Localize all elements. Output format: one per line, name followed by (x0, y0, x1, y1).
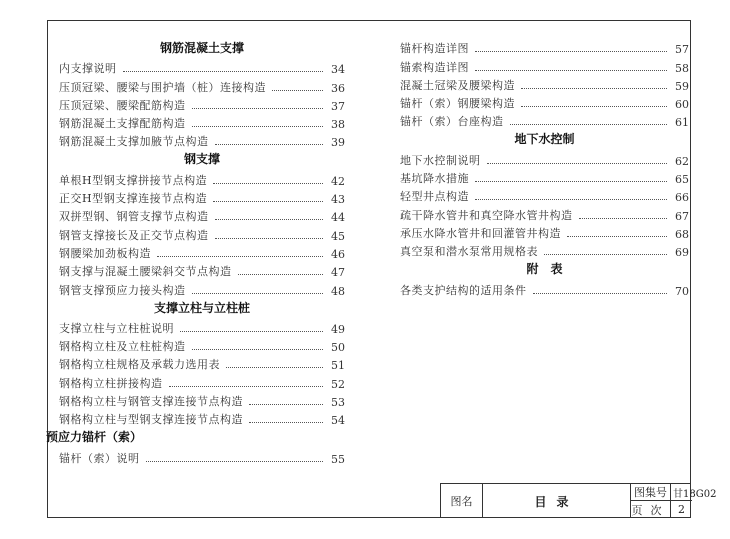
toc-entry-title: 钢格构立柱与型钢支撑连接节点构造 (59, 413, 243, 427)
dot-leader (192, 108, 324, 109)
dot-leader (475, 51, 667, 52)
toc-entry (59, 354, 345, 372)
toc-entry-title: 内支撑说明 (59, 62, 117, 76)
toc-entry-title: 锚杆（索）说明 (59, 451, 140, 465)
dot-leader (521, 106, 667, 107)
toc-entry-page: 52 (331, 377, 345, 391)
dot-leader (213, 183, 323, 184)
toc-entry (400, 111, 689, 129)
toc-entry-page: 61 (675, 116, 689, 130)
toc-entry (59, 206, 345, 224)
toc-entry-title: 轻型井点构造 (400, 190, 469, 204)
toc-entry-title: 真空泵和潜水泵常用规格表 (400, 245, 538, 259)
section-heading: 钢支撑 (183, 152, 220, 167)
toc-entry-title: 钢格构立柱规格及承载力选用表 (59, 358, 220, 372)
toc-entry-page: 44 (331, 211, 345, 225)
section-heading: 支撑立柱与立柱桩 (153, 300, 250, 315)
toc-entry-page: 38 (331, 118, 345, 132)
dot-leader (475, 181, 667, 182)
dot-leader (123, 71, 324, 72)
toc-entry (59, 76, 345, 94)
toc-entry-title: 钢筋混凝土支撑加腋节点构造 (59, 135, 209, 149)
toc-entry-title: 锚索构造详图 (400, 60, 469, 74)
toc-entry-page: 53 (331, 396, 345, 410)
drawing-title: 目录 (483, 484, 631, 518)
toc-entry-page: 55 (331, 452, 345, 466)
dot-leader (215, 219, 324, 220)
toc-entry (400, 56, 689, 74)
toc-entry-title: 基坑降水措施 (400, 172, 469, 186)
toc-entry-page: 50 (331, 341, 345, 355)
toc-entry (400, 223, 689, 241)
toc-entry-page: 57 (675, 43, 689, 57)
toc-entry-title: 锚杆（索）钢腰梁构造 (400, 97, 515, 111)
toc-entry-title: 锚杆构造详图 (400, 42, 469, 56)
dot-leader (521, 88, 667, 89)
section-heading: 预应力锚杆（索） (46, 430, 143, 445)
toc-entry (59, 318, 345, 336)
dot-leader (157, 256, 323, 257)
toc-entry (59, 95, 345, 113)
section-heading: 附 表 (526, 262, 563, 277)
toc-entry-title: 压顶冠梁、腰梁配筋构造 (59, 98, 186, 112)
toc-entry-page: 39 (331, 136, 345, 150)
toc-entry (59, 131, 345, 149)
toc-entry-title: 钢格构立柱与钢管支撑连接节点构造 (59, 395, 243, 409)
toc-right-column (400, 38, 689, 298)
toc-entry-title: 疏干降水管井和真空降水管井构造 (400, 208, 573, 222)
dot-leader (249, 404, 323, 405)
toc-entry-title: 钢腰梁加劲板构造 (59, 246, 151, 260)
toc-entry-page: 54 (331, 414, 345, 428)
toc-entry (59, 243, 345, 261)
toc-entry (59, 261, 345, 279)
toc-entry-title: 钢格构立柱拼接构造 (59, 376, 163, 390)
dot-leader (146, 461, 324, 462)
dot-leader (192, 349, 324, 350)
dot-leader (579, 218, 668, 219)
dot-leader (180, 331, 323, 332)
atlas-number-label: 图集号 (631, 484, 671, 501)
toc-entry-page: 49 (331, 322, 345, 336)
toc-entry-page: 48 (331, 284, 345, 298)
toc-entry (59, 188, 345, 206)
drawing-name-label: 图名 (441, 484, 483, 518)
section-heading: 钢筋混凝土支撑 (159, 41, 244, 55)
toc-entry-title: 各类支护结构的适用条件 (400, 283, 527, 297)
dot-leader (169, 386, 324, 387)
title-block (440, 483, 717, 518)
toc-entry-page: 66 (675, 191, 689, 205)
toc-entry-title: 钢筋混凝土支撑配筋构造 (59, 117, 186, 131)
toc-entry-page: 34 (331, 63, 345, 77)
toc-entry-page: 42 (331, 174, 345, 188)
toc-entry-page: 46 (331, 247, 345, 261)
toc-entry-title: 压顶冠梁、腰梁与围护墙（桩）连接构造 (59, 80, 266, 94)
toc-entry-title: 锚杆（索）台座构造 (400, 115, 504, 129)
toc-entry-title: 承压水降水管井和回灌管井构造 (400, 226, 561, 240)
toc-entry-page: 67 (675, 209, 689, 223)
toc-entry (400, 279, 689, 297)
dot-leader (249, 422, 323, 423)
dot-leader (226, 367, 323, 368)
dot-leader (510, 124, 668, 125)
toc-entry-page: 60 (675, 98, 689, 112)
toc-entry-page: 37 (331, 99, 345, 113)
toc-entry (59, 224, 345, 242)
toc-entry (400, 75, 689, 93)
toc-entry (59, 113, 345, 131)
toc-entry (59, 336, 345, 354)
dot-leader (475, 199, 667, 200)
toc-entry (59, 279, 345, 297)
toc-entry-title: 双拼型钢、钢管支撑节点构造 (59, 210, 209, 224)
toc-entry-title: 地下水控制说明 (400, 153, 481, 167)
toc-entry-page: 70 (675, 284, 689, 298)
dot-leader (192, 126, 324, 127)
toc-entry-title: 钢支撑与混凝土腰梁斜交节点构造 (59, 265, 232, 279)
toc-entry (59, 58, 345, 76)
toc-entry (400, 168, 689, 186)
toc-entry-title: 正交H型钢支撑连接节点构造 (59, 192, 208, 206)
toc-entry-page: 47 (331, 266, 345, 280)
toc-entry-title: 钢管支撑接长及正交节点构造 (59, 228, 209, 242)
dot-leader (215, 238, 324, 239)
dot-leader (272, 90, 323, 91)
toc-entry-page: 59 (675, 79, 689, 93)
toc-entry-page: 68 (675, 227, 689, 241)
toc-entry (400, 38, 689, 56)
section-heading: 地下水控制 (514, 132, 575, 147)
dot-leader (215, 144, 324, 145)
toc-entry (400, 93, 689, 111)
page-number-value: 2 (678, 503, 685, 516)
toc-entry (59, 391, 345, 409)
dot-leader (533, 293, 668, 294)
toc-entry-page: 65 (675, 173, 689, 187)
toc-entry (400, 204, 689, 222)
dot-leader (192, 293, 324, 294)
page-number-label: 页次 (631, 501, 671, 518)
toc-entry (400, 149, 689, 167)
atlas-number-value: 甘18G02 (671, 484, 692, 501)
toc-entry-title: 钢格构立柱及立柱桩构造 (59, 340, 186, 354)
toc-entry (59, 447, 345, 465)
dot-leader (567, 236, 667, 237)
toc-entry (59, 409, 345, 427)
toc-entry (400, 186, 689, 204)
dot-leader (487, 163, 668, 164)
dot-leader (475, 70, 667, 71)
toc-entry-page: 69 (675, 246, 689, 260)
toc-entry-title: 混凝土冠梁及腰梁构造 (400, 78, 515, 92)
toc-entry-page: 43 (331, 193, 345, 207)
toc-entry (59, 372, 345, 390)
toc-entry (59, 169, 345, 187)
dot-leader (544, 254, 667, 255)
dot-leader (238, 274, 324, 275)
toc-entry-page: 36 (331, 81, 345, 95)
toc-entry-page: 51 (331, 359, 345, 373)
toc-entry-page: 58 (675, 61, 689, 75)
toc-entry-title: 单根H型钢支撑拼接节点构造 (59, 173, 208, 187)
toc-entry-title: 支撑立柱与立柱桩说明 (59, 321, 174, 335)
toc-entry-page: 45 (331, 229, 345, 243)
toc-entry (400, 241, 689, 259)
toc-entry-page: 62 (675, 154, 689, 168)
dot-leader (213, 201, 323, 202)
toc-left-column (46, 38, 345, 466)
toc-entry-title: 钢管支撑预应力接头构造 (59, 283, 186, 297)
